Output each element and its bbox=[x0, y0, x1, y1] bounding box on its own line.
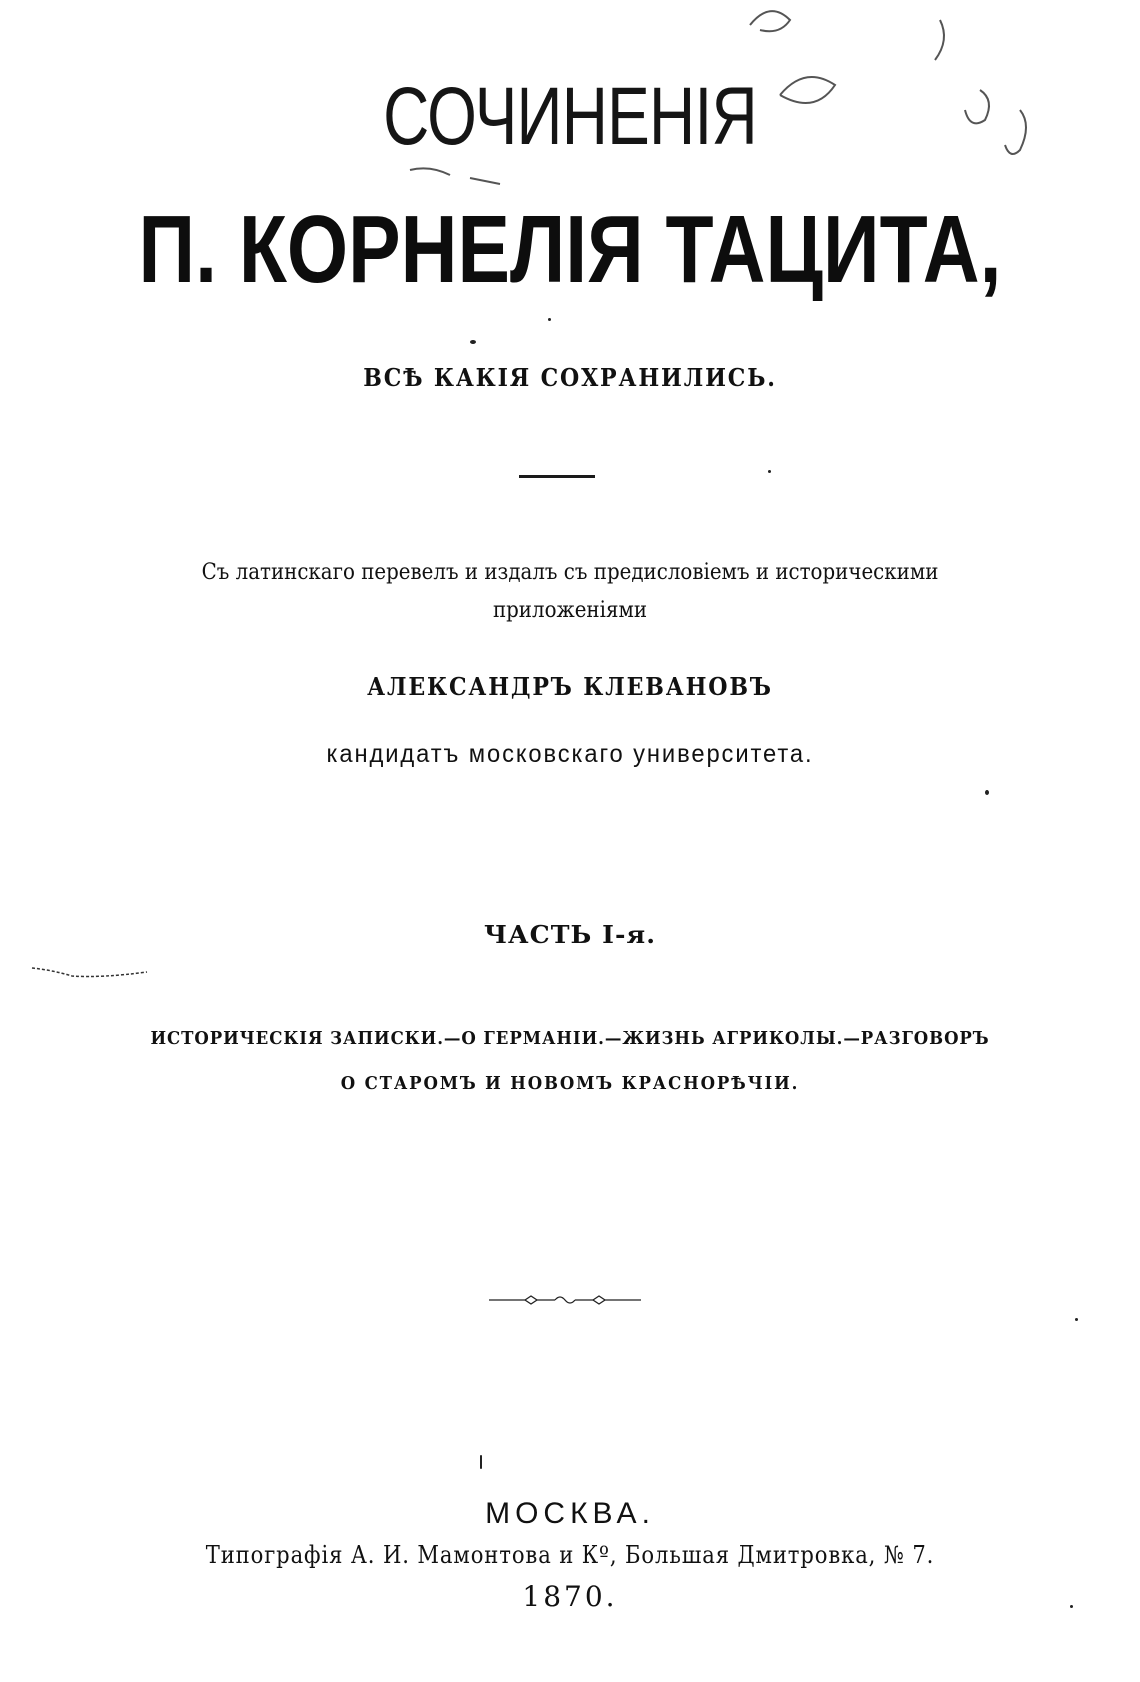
ink-speck bbox=[470, 340, 476, 344]
ornament-divider bbox=[485, 1290, 645, 1310]
ink-speck bbox=[548, 318, 551, 321]
translator-note-line-2: приложеніями bbox=[492, 598, 648, 623]
imprint-printer: Типографія А. И. Мамонтова и Кº, Большая Дмитровка, № 7. bbox=[205, 1541, 935, 1569]
separator-rule bbox=[519, 475, 595, 478]
stray-pen-mark bbox=[30, 960, 150, 980]
contents-line-2: О СТАРОМЪ И НОВОМЪ КРАСНОРѢЧІИ. bbox=[340, 1073, 800, 1094]
ink-speck bbox=[480, 1455, 482, 1469]
title-line-1: СОЧИНЕНІЯ bbox=[383, 71, 757, 162]
imprint-year: 1870. bbox=[522, 1580, 618, 1613]
ink-speck bbox=[1070, 1605, 1073, 1608]
contents-line-1: ИСТОРИЧЕСКІЯ ЗАПИСКИ.—О ГЕРМАНІИ.—ЖИЗНЬ АГРИКОЛЫ.—РАЗГОВОРЪ bbox=[150, 1028, 990, 1049]
title-line-2: П. КОРНЕЛІЯ ТАЦИТА, bbox=[138, 196, 1002, 303]
translator-note-line-1: Съ латинскаго перевелъ и издалъ съ предисловіемъ и историческими bbox=[201, 560, 939, 585]
part-heading: ЧАСТЬ I-я. bbox=[483, 920, 657, 949]
author-credential: кандидатъ московскаго университета. bbox=[326, 740, 814, 768]
imprint-city: МОСКВА. bbox=[485, 1497, 655, 1530]
subtitle: ВСѢ КАКІЯ СОХРАНИЛИСЬ. bbox=[363, 363, 777, 392]
author-name: АЛЕКСАНДРЪ КЛЕВАНОВЪ bbox=[367, 672, 773, 701]
ink-speck bbox=[985, 790, 989, 795]
ink-speck bbox=[1075, 1318, 1078, 1321]
ink-speck bbox=[768, 470, 771, 473]
